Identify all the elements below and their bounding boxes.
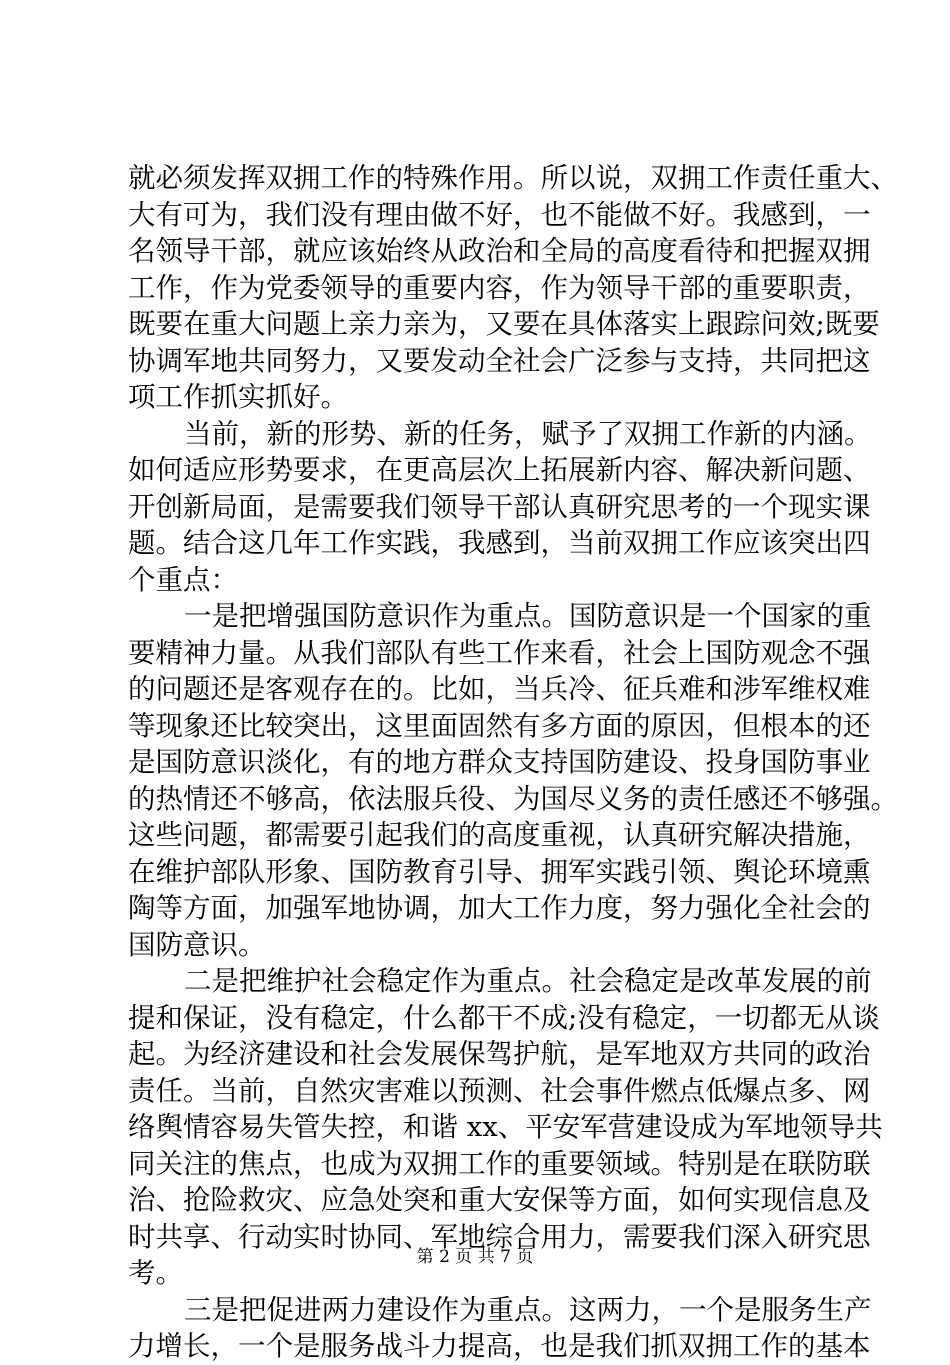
text-line: 络舆情容易失管失控，和谐 xx、平安军营建设成为军地领导共 — [128, 1111, 883, 1143]
text-line: 项工作抓实抓好。 — [128, 381, 348, 413]
text-line: 考。 — [128, 1257, 183, 1289]
text-line: 既要在重大问题上亲力亲为，又要在具体落实上跟踪问效;既要 — [128, 308, 880, 340]
text-line: 起。为经济建设和社会发展保驾护航，是军地双方共同的政治 — [128, 1038, 871, 1070]
text-line: 这些问题，都需要引起我们的高度重视，认真研究解决措施， — [128, 819, 871, 851]
text-line: 责任。当前，自然灾害难以预测、社会事件燃点低爆点多、网 — [128, 1074, 871, 1107]
paragraph — [128, 416, 872, 599]
text-line: 等现象还比较突出，这里面固然有多方面的原因，但根本的还 — [128, 709, 871, 742]
paragraph — [128, 160, 898, 416]
paragraph — [128, 598, 898, 963]
text-line: 三是把促进两力建设作为重点。这两力，一个是服务生产 — [184, 1293, 872, 1326]
text-line: 个重点： — [128, 563, 238, 596]
text-line: 时共享、行动实时协同、军地综合用力，需要我们深入研究思 — [128, 1220, 871, 1253]
text-line: 大有可为，我们没有理由做不好，也不能做不好。我感到，一 — [128, 198, 871, 231]
paragraph — [128, 1292, 872, 1365]
text-line: 陶等方面，加强军地协调，加大工作力度，努力强化全社会的 — [128, 892, 871, 924]
text-line: 的问题还是客观存在的。比如，当兵冷、征兵难和涉军维权难 — [128, 673, 871, 705]
document-body — [128, 160, 898, 1365]
text-line: 提和保证，没有稳定，什么都干不成;没有稳定，一切都无从谈 — [128, 1001, 880, 1034]
text-line: 协调军地共同努力，又要发动全社会广泛参与支持，共同把这 — [128, 344, 871, 377]
text-line: 如何适应形势要求，在更高层次上拓展新内容、解决新问题、 — [128, 454, 871, 486]
text-line: 治、抢险救灾、应急处突和重大安保等方面，如何实现信息及 — [128, 1184, 871, 1216]
text-line: 国防意识。 — [128, 928, 266, 961]
text-line: 同关注的焦点，也成为双拥工作的重要领域。特别是在联防联 — [128, 1147, 871, 1180]
text-line: 当前，新的形势、新的任务，赋予了双拥工作新的内涵。 — [184, 417, 872, 450]
text-line: 名领导干部，就应该始终从政治和全局的高度看待和把握双拥 — [128, 235, 871, 267]
text-line: 工作，作为党委领导的重要内容，作为领导干部的重要职责， — [128, 271, 871, 304]
text-line: 是国防意识淡化，有的地方群众支持国防建设、投身国防事业 — [128, 746, 871, 778]
text-line: 题。结合这几年工作实践，我感到，当前双拥工作应该突出四 — [128, 527, 871, 559]
page-footer: 第 2 页 共 7 页 — [416, 1247, 534, 1267]
text-line: 就必须发挥双拥工作的特殊作用。所以说，双拥工作责任重大、 — [128, 162, 898, 194]
text-line: 一是把增强国防意识作为重点。国防意识是一个国家的重 — [184, 600, 872, 632]
text-line: 二是把维护社会稳定作为重点。社会稳定是改革发展的前 — [184, 965, 872, 997]
text-line: 开创新局面，是需要我们领导干部认真研究思考的一个现实课 — [128, 490, 871, 523]
text-line: 的热情还不够高，依法服兵役、为国尽义务的责任感还不够强。 — [128, 782, 898, 815]
text-line: 力增长，一个是服务战斗力提高，也是我们抓双拥工作的基本 — [128, 1330, 871, 1362]
text-line: 要精神力量。从我们部队有些工作来看，社会上国防观念不强 — [128, 636, 871, 669]
text-line: 在维护部队形象、国防教育引导、拥军实践引领、舆论环境熏 — [128, 855, 871, 888]
